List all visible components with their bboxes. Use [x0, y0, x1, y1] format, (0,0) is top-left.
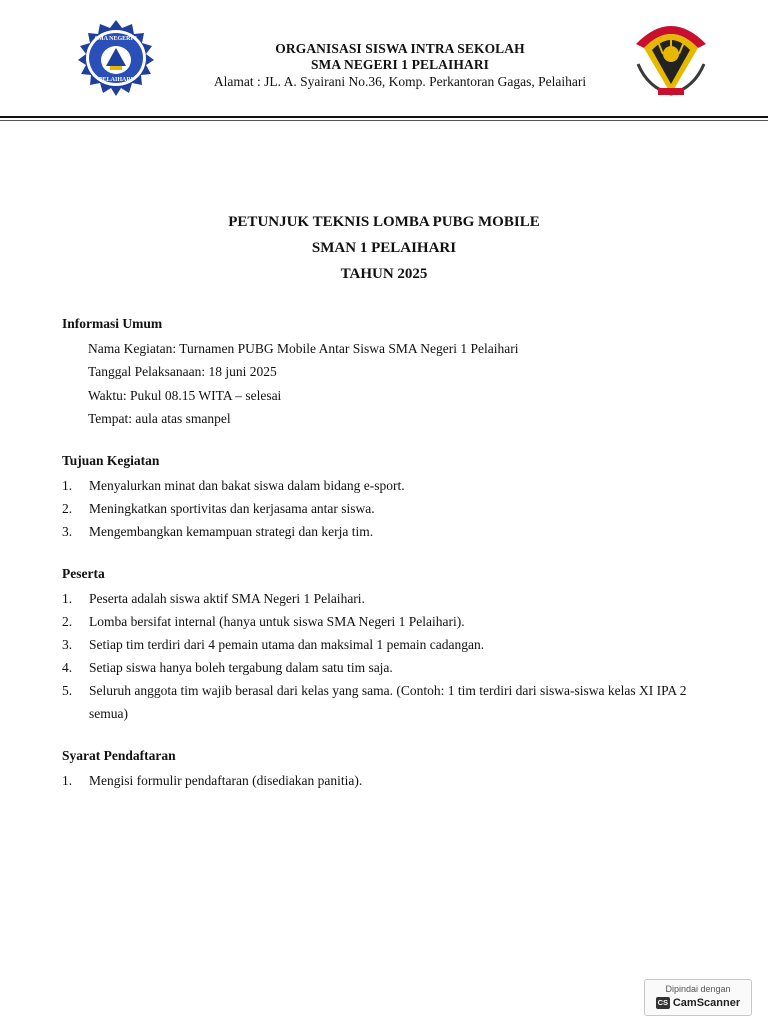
list-number: 1.	[62, 773, 73, 789]
list-number: 1.	[62, 478, 73, 494]
list-number: 3.	[62, 524, 73, 540]
list-number: 5.	[62, 683, 73, 699]
school-logo-left	[66, 18, 166, 98]
list-number: 4.	[62, 660, 73, 676]
list-text: Lomba bersifat internal (hanya untuk siswa SMA Negeri 1 Pelaihari).	[89, 614, 465, 630]
list-number: 1.	[62, 591, 73, 607]
list-text: Meningkatkan sportivitas dan kerjasama antar siswa.	[89, 501, 375, 517]
list-item	[62, 610, 712, 633]
school-name: SMA NEGERI 1 PELAIHARI	[310, 57, 490, 72]
section-heading: Peserta	[62, 566, 105, 582]
document-title	[0, 209, 768, 287]
logo-left-text-top: SMA NEGERI 1	[94, 36, 138, 42]
org-address: Alamat : JL. A. Syairani No.36, Komp. Perkantoran Gagas, Pelaihari	[213, 74, 587, 89]
section-participants	[62, 563, 712, 725]
camscanner-watermark	[644, 979, 752, 1016]
letterhead-rule-thin	[0, 120, 768, 121]
list-text: Setiap tim terdiri dari 4 pemain utama dan maksimal 1 pemain cadangan.	[89, 637, 485, 653]
osis-logo-right	[628, 14, 714, 98]
list-text: Mengisi formulir pendaftaran (disediakan panitia).	[89, 773, 363, 789]
list-item	[62, 474, 712, 497]
organization-block	[160, 41, 640, 90]
title-line-2: SMAN 1 PELAIHARI	[311, 240, 457, 256]
list-item	[62, 497, 712, 520]
watermark-brand-name: CamScanner	[672, 997, 741, 1009]
list-item	[62, 633, 712, 656]
list-text: Setiap siswa hanya boleh tergabung dalam satu tim saja.	[89, 660, 393, 676]
section-registration	[62, 745, 712, 792]
list-text: Mengembangkan kemampuan strategi dan kerja tim.	[89, 524, 374, 540]
list-number: 2.	[62, 501, 73, 517]
section-heading: Informasi Umum	[62, 316, 163, 331]
info-event-name: Nama Kegiatan: Turnamen PUBG Mobile Antar Siswa SMA Negeri 1 Pelaihari	[88, 341, 519, 356]
document-body	[62, 313, 712, 812]
logo-left-text-bottom: PELAIHARI	[98, 77, 134, 83]
watermark-caption: Dipindai dengan	[665, 984, 731, 994]
camscanner-icon: CS	[657, 998, 669, 1007]
section-goals	[62, 450, 712, 543]
title-line-1: PETUNJUK TEKNIS LOMBA PUBG MOBILE	[228, 214, 540, 230]
letterhead	[0, 0, 768, 120]
section-heading: Syarat Pendaftaran	[62, 748, 176, 764]
info-date: Tanggal Pelaksanaan: 18 juni 2025	[88, 364, 277, 380]
info-time: Waktu: Pukul 08.15 WITA – selesai	[88, 387, 282, 403]
list-item	[62, 520, 712, 543]
letterhead-rule-thick	[0, 116, 768, 118]
list-text: Menyalurkan minat dan bakat siswa dalam bidang e-sport.	[89, 478, 405, 494]
info-venue: Tempat: aula atas smanpel	[88, 410, 231, 426]
list-number: 2.	[62, 614, 73, 630]
section-heading: Tujuan Kegiatan	[62, 453, 160, 469]
title-line-3: TAHUN 2025	[340, 266, 428, 282]
section-info	[62, 313, 712, 430]
list-text: Peserta adalah siswa aktif SMA Negeri 1 Pelaihari.	[89, 591, 365, 607]
watermark-brand	[645, 997, 751, 1009]
list-text: Seluruh anggota tim wajib berasal dari kelas yang sama. (Contoh: 1 tim terdiri dari siswa-siswa kelas XI IPA 2 semua)	[89, 683, 687, 722]
org-name: ORGANISASI SISWA INTRA SEKOLAH	[275, 41, 525, 56]
list-item	[62, 769, 712, 792]
list-item	[62, 587, 712, 610]
list-item	[62, 679, 712, 725]
list-item	[62, 656, 712, 679]
list-number: 3.	[62, 637, 73, 653]
